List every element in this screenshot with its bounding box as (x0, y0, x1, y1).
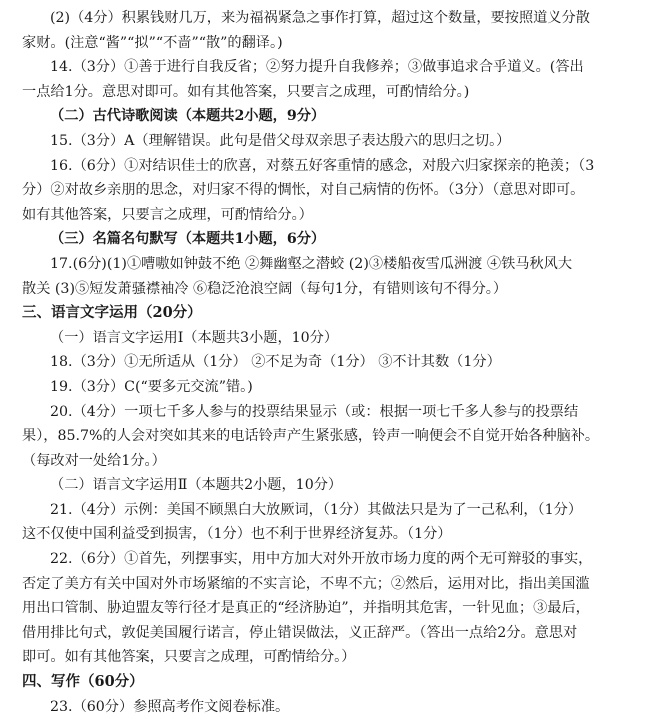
answer-line: 借用排比句式，敦促美国履行诺言，停止错误做法，义正辞严。（答出一点给2分。意思对 (22, 624, 578, 641)
answer-line: 散关 (3)⑤短发萧骚襟袖冷 ⑥稳泛沧浪空阔（每句1分，有错则该句不得分。） (22, 280, 508, 297)
answer-line: 这不仅使中国利益受到损害，（1分）也不利于世界经济复苏。（1分） (22, 526, 452, 543)
section-heading: （一）语言文字运用Ⅰ（本题共3小题，10分） (50, 329, 339, 346)
answer-line: 分）②对故乡亲朋的思念，对归家不得的惆怅，对自己病情的伤怀。（3分）（意思对即可。 (22, 182, 585, 199)
answer-line: 16.（6分）①对结识佳士的欣喜，对蔡五好客重情的感念，对殷六归家探亲的艳羡；（3 (50, 157, 595, 174)
answer-line: （每改对一处给1分。） (22, 452, 166, 469)
answer-line: 23.（60分）参照高考作文阅卷标准。 (50, 698, 290, 715)
answer-line: 即可。如有其他答案，只要言之成理，可酌情给分。） (22, 649, 356, 666)
answer-line: 用出口管制、胁迫盟友等行径才是真正的“经济胁迫”，并指明其危害，一针见血；③最后， (22, 600, 590, 617)
answer-line: 如有其他答案，只要言之成理，可酌情给分。） (22, 206, 313, 223)
answer-line: 果），85.7%的人会对突如其来的电话铃声产生紧张感，铃声一响便会不自觉开始各种脑补。 (22, 428, 600, 445)
answer-line: 15.（3分）A（理解错误。此句是借父母双亲思子表达殷六的思归之切。） (50, 132, 511, 149)
answer-line: 22.（6分）①首先，列摆事实，用中方加大对外开放市场力度的两个无可辩驳的事实， (50, 551, 593, 568)
answer-line: 19.（3分）C(“要多元交流”错。) (50, 378, 253, 395)
section-heading: （二）古代诗歌阅读（本题共2小题，9分） (50, 108, 326, 125)
section-heading: （二）语言文字运用Ⅱ（本题共2小题，10分） (50, 477, 343, 494)
answer-line: 否定了美方有关中国对外市场紧缩的不实言论，不卑不亢；②然后，运用对比，指出美国滥 (22, 575, 590, 592)
answer-line: 14.（3分）①善于进行自我反省；②努力提升自我修养；③做事追求合乎道义。(答出 (50, 59, 584, 76)
answer-line: 一点给1分。意思对即可。如有其他答案，只要言之成理，可酌情给分。) (22, 83, 470, 100)
part-heading: 三、语言文字运用（20分） (22, 304, 202, 322)
answer-line: (2)（4分）积累钱财几万，来为福祸紧急之事作打算，超过这个数量，要按照道义分散 (50, 10, 590, 26)
answer-line: 17.(6分)(1)①嘈嗷如钟鼓不绝 ②舞幽壑之潜蛟 (2)③楼船夜雪瓜洲渡 ④铁马秋风大 (50, 255, 573, 272)
answer-line: 18.（3分）①无所适从（1分） ②不足为奇（1分） ③不计其数（1分） (50, 354, 501, 371)
answer-line: 21.（4分）示例：美国不顾黑白大放厥词，（1分）其做法只是为了一己私利，（1分） (50, 501, 583, 518)
answer-line: 20.（4分）一项七千多人参与的投票结果显示（或：根据一项七千多人参与的投票结 (50, 403, 579, 420)
answer-line: 家财。(注意“酱”“拟”“不啬”“散”的翻译。) (22, 34, 283, 51)
part-heading: 四、写作（60分） (22, 673, 144, 691)
section-heading: （三）名篇名句默写（本题共1小题，6分） (50, 231, 326, 248)
